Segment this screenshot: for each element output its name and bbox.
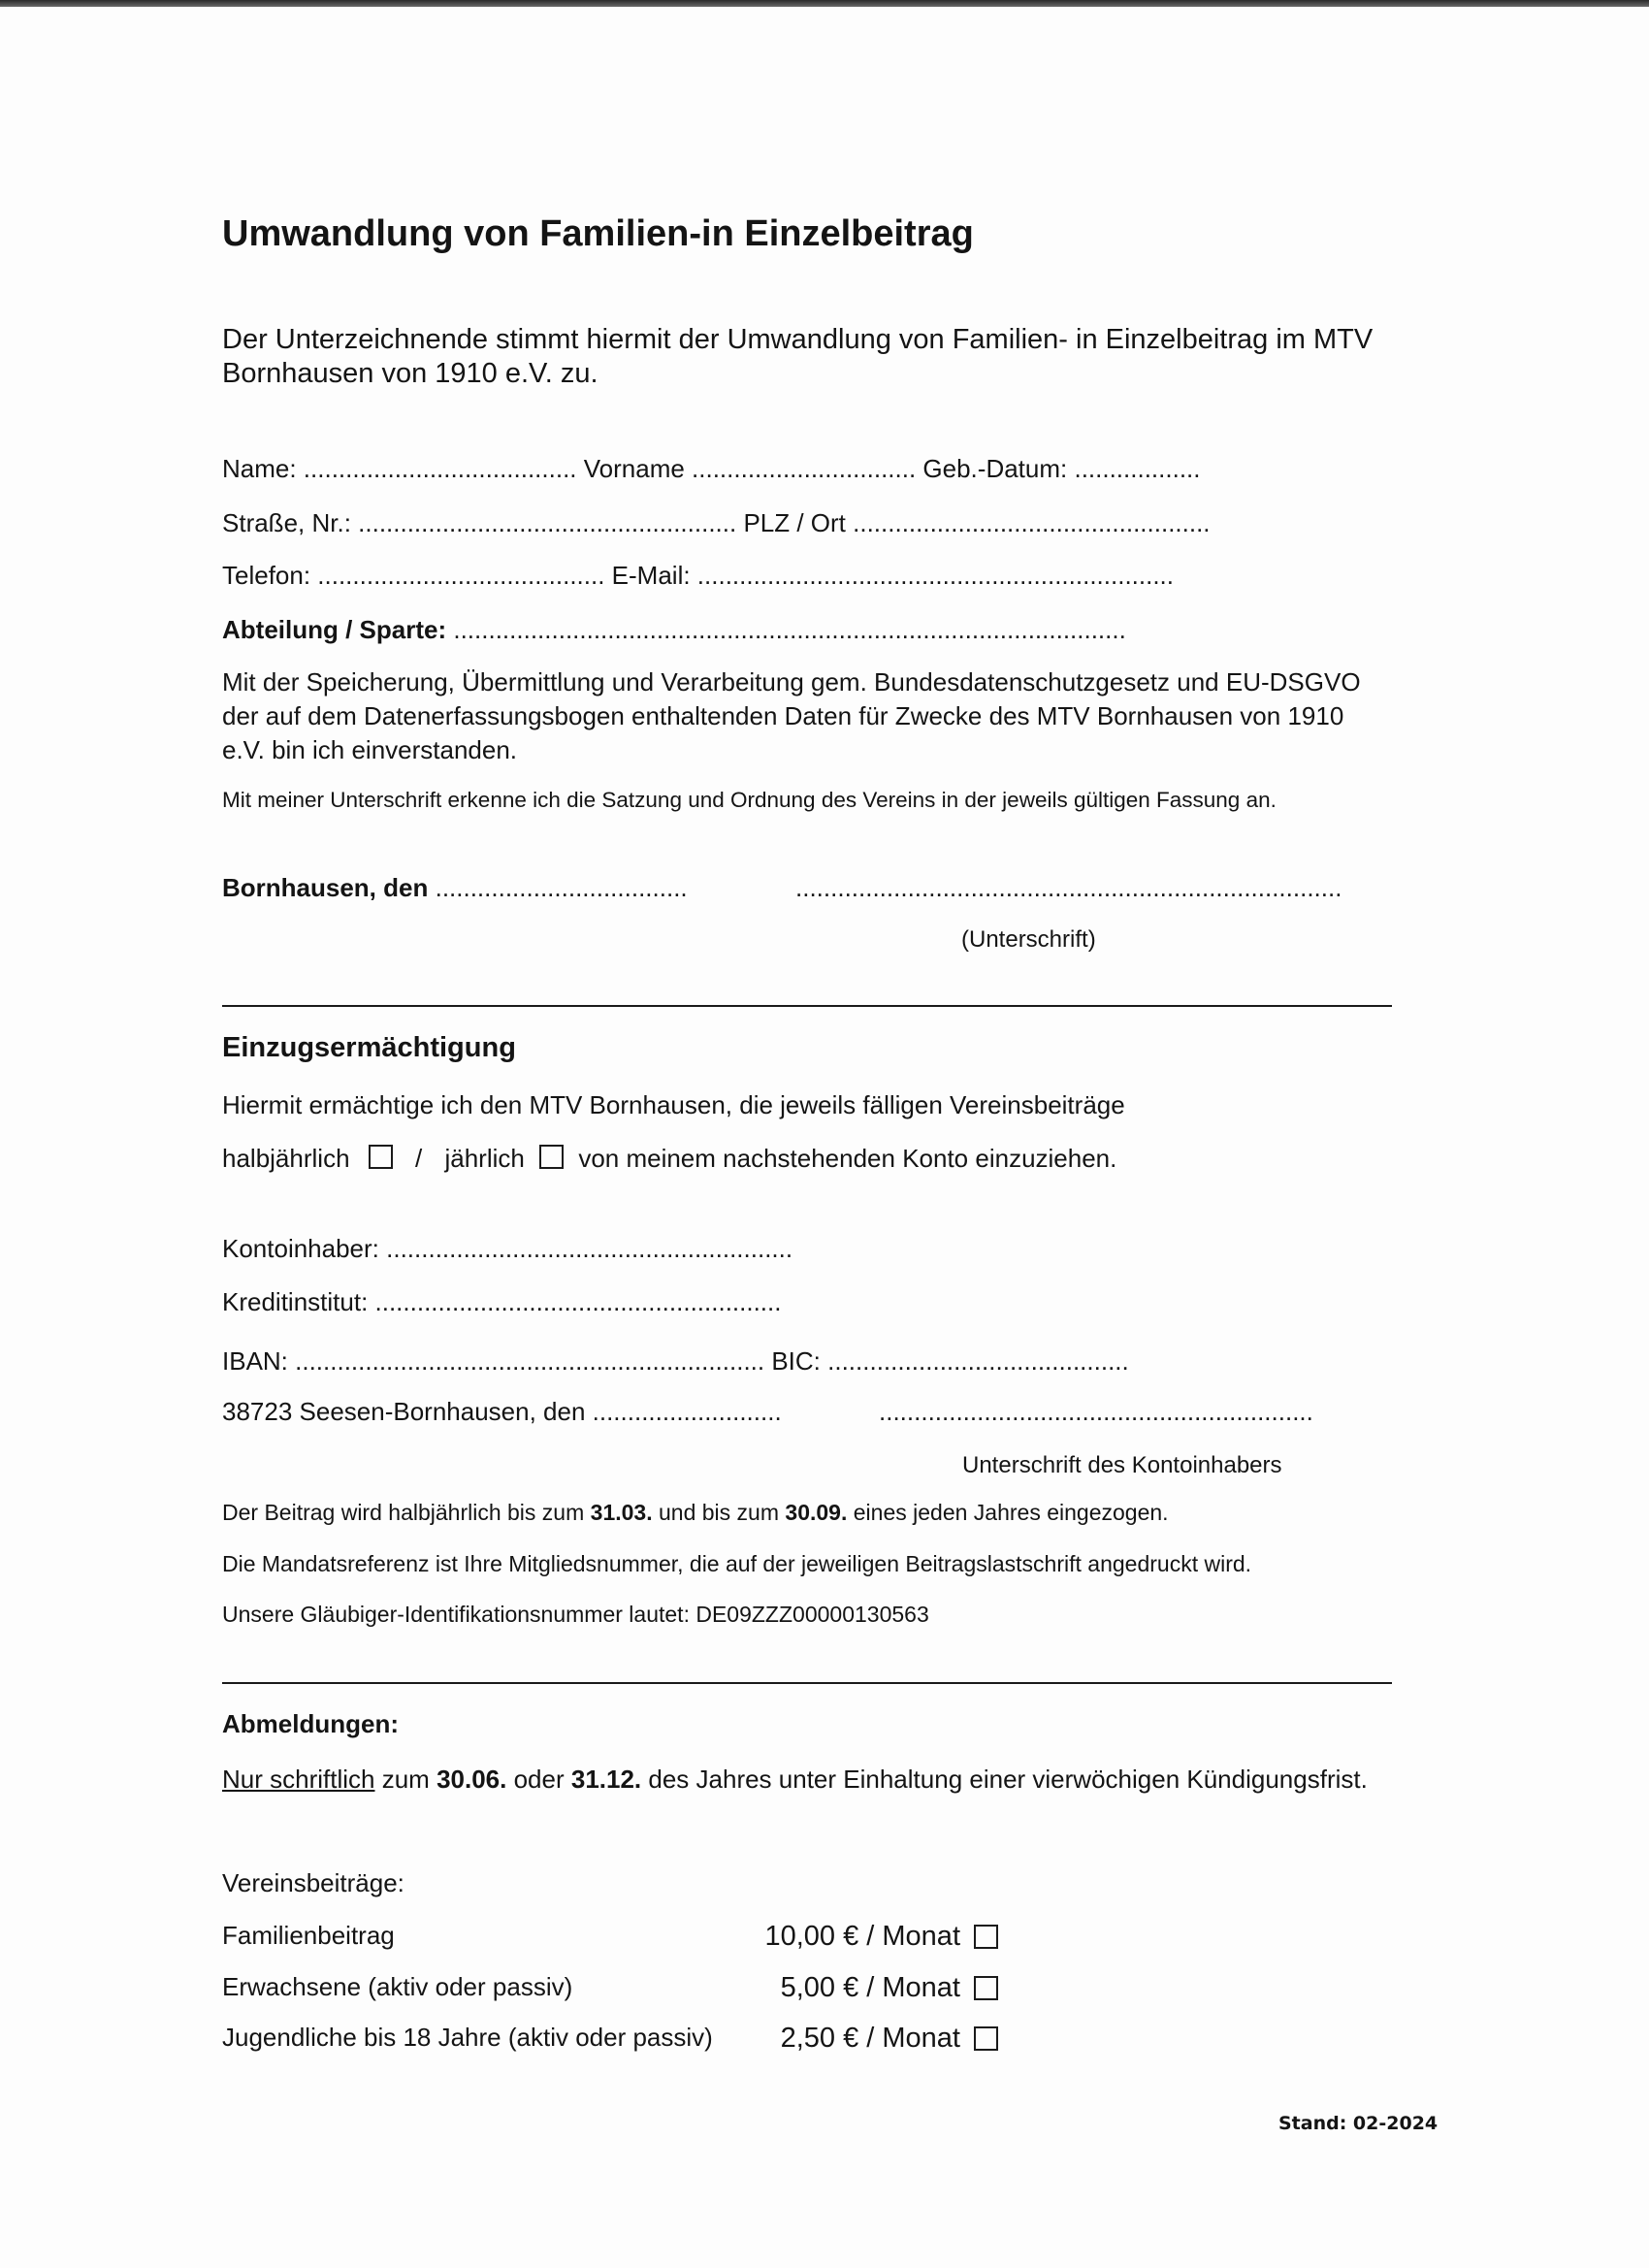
beitraege-heading: Vereinsbeiträge: (222, 1868, 404, 1897)
signature-line[interactable]: .............................................................................. (795, 873, 1342, 902)
signature-place-row[interactable] (222, 873, 688, 903)
consent-line-2: der auf dem Datenerfassungsbogen enthaltenden Daten für Zwecke des MTV Bornhausen von 1910 (222, 701, 1344, 730)
stand-date: Stand: 02-2024 (1278, 2113, 1439, 2134)
einzug-interval-row (222, 1144, 1116, 1174)
kontoinhaber-signature-caption: Unterschrift des Kontoinhabers (962, 1452, 1282, 1478)
beitrag-date-1: 31.03. (590, 1500, 653, 1525)
mandatsreferenz-note: Die Mandatsreferenz ist Ihre Mitgliedsnummer, die auf der jeweiligen Beitragslastschrift angedruckt wird. (222, 1551, 1252, 1576)
abmeldung-text-3: des Jahres unter Einhaltung einer vierwöchigen Kündigungsfrist. (641, 1765, 1368, 1794)
scan-edge (0, 0, 1649, 7)
kontoinhaber-signature-line[interactable]: .............................................................. (879, 1397, 1313, 1426)
consent-line-3: e.V. bin ich einverstanden. (222, 735, 518, 764)
ort-datum-field[interactable]: 38723 Seesen-Bornhausen, den ........................... (222, 1397, 782, 1426)
intro-line-1: Der Unterzeichnende stimmt hiermit der Umwandlung von Familien- in Einzelbeitrag im MTV (222, 324, 1374, 355)
beitrag-note (222, 1500, 1169, 1526)
department-dots: ................................................................................................ (453, 615, 1126, 644)
kontoinhaber-field[interactable]: Kontoinhaber: .......................................................... (222, 1234, 793, 1263)
fee-price-jugendliche: 2,50 € / Monat (780, 2023, 960, 2054)
phone-field-row[interactable]: Telefon: ......................................... E-Mail: .................................................................... (222, 561, 1175, 590)
fee-checkbox-familie[interactable] (974, 1925, 998, 1949)
abmeldung-schriftlich: Nur schriftlich (222, 1765, 375, 1794)
satzung-note: Mit meiner Unterschrift erkenne ich die Satzung und Ordnung des Vereins in der jeweils gültigen Fassung an. (222, 788, 1277, 812)
jaehrlich-checkbox[interactable] (539, 1145, 564, 1169)
department-field-row[interactable] (222, 615, 1126, 645)
einzug-heading: Einzugsermächtigung (222, 1032, 516, 1063)
glaeubiger-id-note: Unsere Gläubiger-Identifikationsnummer lautet: DE09ZZZ00000130563 (222, 1602, 929, 1627)
intro-line-2: Bornhausen von 1910 e.V. zu. (222, 358, 598, 389)
iban-bic-field[interactable]: IBAN: ................................................................... BIC: ........................................... (222, 1346, 1129, 1376)
beitrag-note-text-2: und bis zum (652, 1500, 786, 1525)
signature-place-label: Bornhausen, den (222, 873, 429, 902)
fee-price-familie: 10,00 € / Monat (764, 1921, 960, 1952)
abmeldung-text (222, 1765, 1368, 1795)
abmeldung-date-1: 30.06. (436, 1765, 507, 1794)
department-label: Abteilung / Sparte: (222, 615, 447, 644)
fee-price-erwachsene: 5,00 € / Monat (780, 1972, 960, 2003)
abmeldung-date-2: 31.12. (570, 1765, 642, 1794)
consent-line-1: Mit der Speicherung, Übermittlung und Verarbeitung gem. Bundesdatenschutzgesetz und EU-DSGVO (222, 667, 1361, 697)
beitrag-note-text-1: Der Beitrag wird halbjährlich bis zum (222, 1500, 591, 1525)
opt-jaehrlich-label: jährlich (444, 1144, 525, 1173)
fee-checkbox-erwachsene[interactable] (974, 1976, 998, 2000)
section-divider-1 (222, 1005, 1392, 1007)
opt-halbjaehrlich-label: halbjährlich (222, 1144, 350, 1173)
halbjaehrlich-checkbox[interactable] (369, 1145, 393, 1169)
interval-separator: / (415, 1144, 423, 1173)
fee-label-erwachsene: Erwachsene (aktiv oder passiv) (222, 1972, 573, 2001)
abmeldung-heading: Abmeldungen: (222, 1709, 399, 1738)
einzug-line-2-tail: von meinem nachstehenden Konto einzuziehen. (578, 1144, 1117, 1173)
street-field-row[interactable]: Straße, Nr.: ...................................................... PLZ / Ort ................................................... (222, 508, 1211, 537)
beitrag-note-text-3: eines jeden Jahres eingezogen. (847, 1500, 1169, 1525)
fee-label-jugendliche: Jugendliche bis 18 Jahre (aktiv oder passiv) (222, 2023, 713, 2052)
beitrag-date-2: 30.09. (785, 1500, 848, 1525)
kreditinstitut-field[interactable]: Kreditinstitut: .......................................................... (222, 1287, 782, 1316)
abmeldung-text-2: oder (506, 1765, 571, 1794)
abmeldung-text-1: zum (374, 1765, 437, 1794)
form-title: Umwandlung von Familien-in Einzelbeitrag (222, 213, 974, 254)
section-divider-2 (222, 1682, 1392, 1684)
signature-caption: (Unterschrift) (961, 926, 1096, 953)
fee-label-familie: Familienbeitrag (222, 1921, 395, 1950)
fee-checkbox-jugendliche[interactable] (974, 2026, 998, 2051)
einzug-line-1: Hiermit ermächtige ich den MTV Bornhausen, die jeweils fälligen Vereinsbeiträge (222, 1090, 1125, 1119)
signature-date-dots: .................................... (435, 873, 688, 902)
name-field-row[interactable]: Name: ....................................... Vorname ................................ Geb.-Datum: .................. (222, 454, 1201, 483)
